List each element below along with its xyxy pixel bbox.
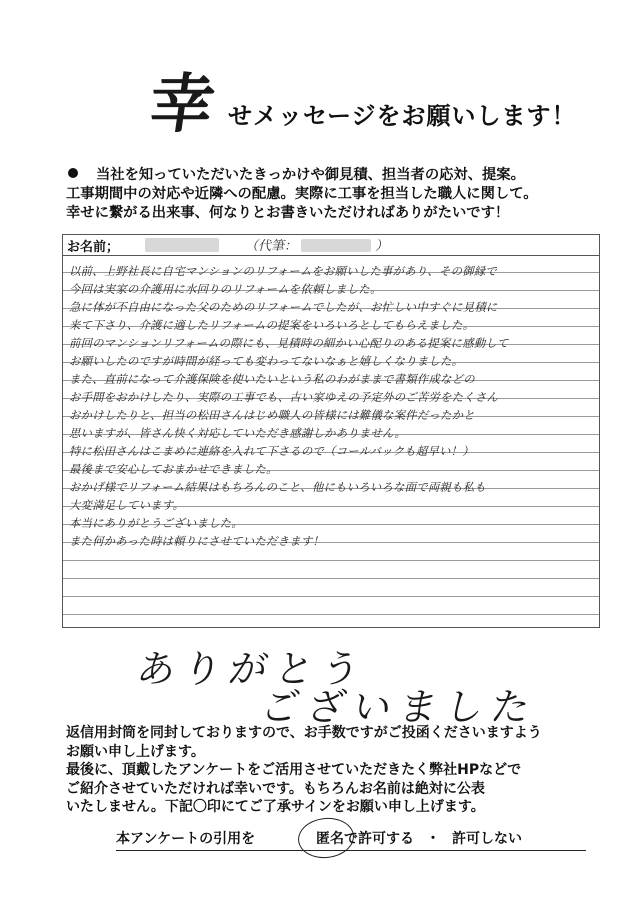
name-redacted <box>145 238 219 252</box>
footer-line-4: ご紹介させていただければ幸いです。もちろんお名前は絶対に公表 <box>66 780 485 797</box>
intro-line-1: 当社を知っていただいたきっかけや御見積、担当者の応対、提案。 <box>66 166 626 185</box>
message-line: 特に松田さんはこまめに連絡を入れて下さるので（コールバックも超早い！） <box>69 445 474 458</box>
message-line: 急に体が不自由になった父のためのリフォームでしたが、お忙しい中すぐに見積に <box>69 301 498 314</box>
consent-option-deny[interactable]: 許可しない <box>452 831 522 847</box>
message-line: お手間をおかけしたり、実際の工事でも、古い家ゆえの予定外のご苦労をたくさん <box>69 391 499 404</box>
message-line: 来て下さり、介護に適したリフォームの提案をいろいろとしてもらえました。 <box>69 319 475 332</box>
message-line: 前回のマンションリフォームの際にも、見積時の細かい心配りのある提案に感動して <box>69 337 509 350</box>
thanks-line-1: ありがとう <box>133 647 372 691</box>
message-form <box>62 234 600 628</box>
intro-line-2: 工事期間中の対応や近隣への配慮。実際に工事を担当した職人に関して。 <box>66 186 538 202</box>
consent-row <box>116 826 586 852</box>
name-label: お名前； <box>67 240 120 255</box>
footer-line-3: 最後に、頂戴したアンケートをご活用させていただきたく弊社HPなどで <box>66 762 522 778</box>
title-text: せメッセージをお願いします！ <box>228 102 577 130</box>
consent-separator: ・ <box>426 831 440 847</box>
daihitsu-label: （代筆： ） <box>245 239 389 254</box>
footer-line-5: いたしません。下記〇印にてご了承サインをお願い申し上げます。 <box>66 799 485 815</box>
message-line: 本当にありがとうございました。 <box>69 517 243 530</box>
message-line: また何かあった時は頼りにさせていただきます！ <box>69 535 325 548</box>
message-line: 思いますが、皆さん快く対応していただき感謝しかありません。 <box>69 427 406 440</box>
title-kanji: 幸 <box>144 67 220 142</box>
message-line: 大変満足しています。 <box>69 499 185 512</box>
handwritten-message <box>69 263 597 551</box>
message-line: お願いしたのですが時間が経っても変わってないなぁと嬉しくなりました。 <box>69 355 464 368</box>
intro-section <box>66 166 626 223</box>
intro-line-3: 幸せに繋がる出来事、何なりとお書きいただければありがたいです！ <box>66 205 510 221</box>
footer-line-1: 返信用封筒を同封しておりますので、お手数ですがご投函くださいますよう <box>66 725 542 741</box>
page-title <box>144 67 577 150</box>
consent-underline <box>116 850 586 851</box>
bullet-icon <box>68 168 78 178</box>
footer-notice <box>66 724 626 817</box>
message-line: おかげ様でリフォーム結果はもちろんのこと、他にもいろいろな面で両親も私も <box>69 481 486 494</box>
message-line: 今回は実家の介護用に水回りのリフォームを依頼しました。 <box>69 283 382 296</box>
name-row <box>63 235 599 256</box>
message-line: 以前、上野社長に自宅マンションのリフォームをお願いした事があり、その御縁で <box>69 265 498 278</box>
message-line: おかけしたりと、担当の松田さんはじめ職人の皆様には難儀な案件だったかと <box>69 409 475 422</box>
message-line: また、直前になって介護保険を使いたいという私のわがままで書類作成などの <box>69 373 475 386</box>
footer-line-2: お願い申し上げます。 <box>66 743 205 760</box>
consent-option-anonymous[interactable]: 匿名で許可する <box>316 831 414 847</box>
message-line: 最後まで安心しておまかせできました。 <box>69 463 278 476</box>
consent-label: 本アンケートの引用を <box>116 831 256 847</box>
thanks-line-2: ございました <box>257 685 542 729</box>
